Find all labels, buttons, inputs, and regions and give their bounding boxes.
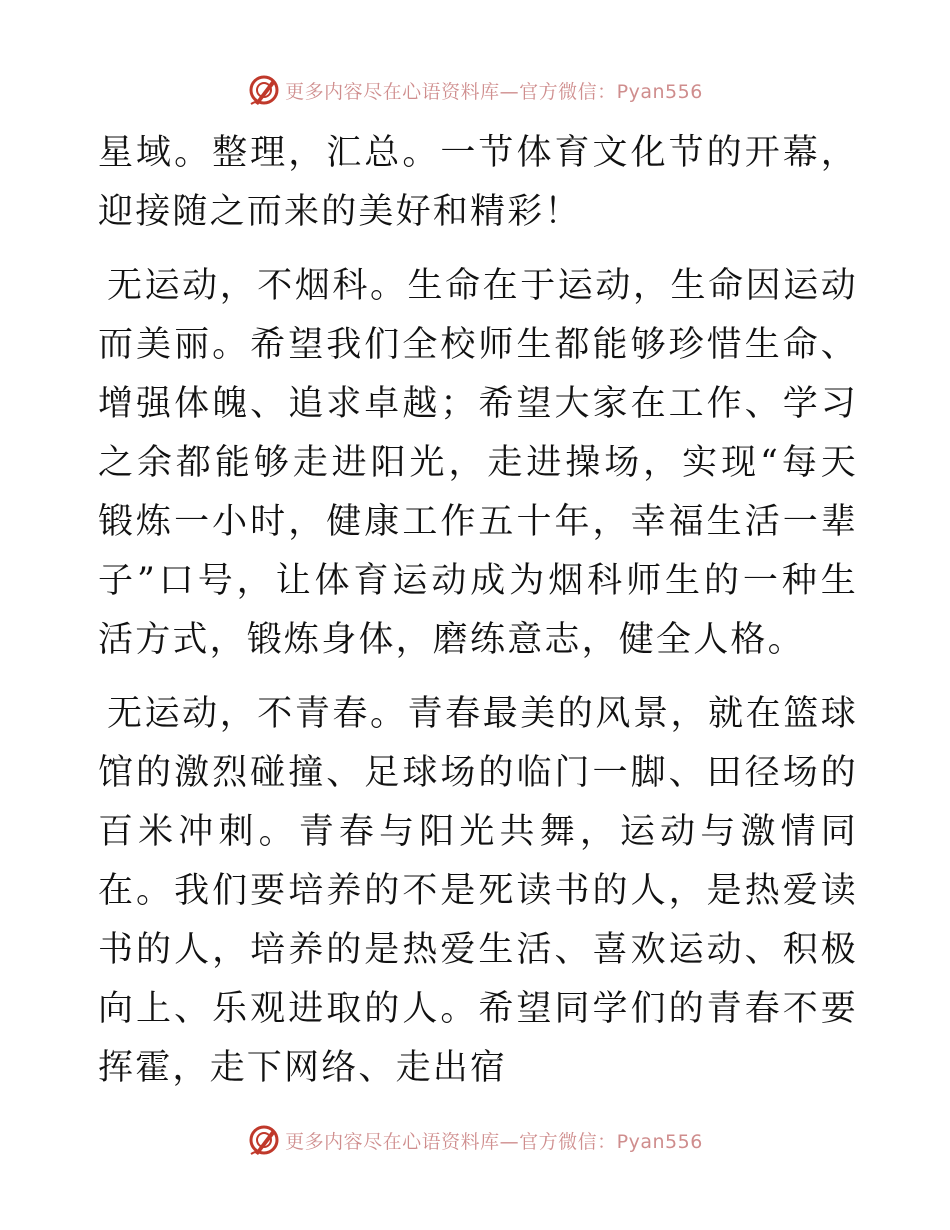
pen-seal-logo-icon (247, 73, 281, 107)
document-body (98, 124, 858, 1098)
footer-watermark (0, 1120, 950, 1160)
paragraph: 无运动，不烟科。生命在于运动，生命因运动而美丽。希望我们全校师生都能够珍惜生命、增强体魄、追求卓越；希望大家在工作、学习之余都能够走进阳光，走进操场，实现“每天锻炼一小时，健康工作五十年，幸福生活一辈子”口号，让体育运动成为烟科师生的一种生活方式，锻炼身体，磨练意志，健全人格。 (98, 266, 858, 660)
paragraph: 星域。整理，汇总。一节体育文化节的开幕，迎接随之而来的美好和精彩！ (98, 133, 858, 232)
watermark-text: 更多内容尽在心语资料库—官方微信：Pyan556 (285, 1130, 703, 1153)
watermark-text: 更多内容尽在心语资料库—官方微信：Pyan556 (285, 80, 703, 103)
header-watermark (0, 70, 950, 110)
pen-seal-logo-icon (247, 1123, 281, 1157)
paragraph: 无运动，不青春。青春最美的风景，就在篮球馆的激烈碰撞、足球场的临门一脚、田径场的百米冲刺。青春与阳光共舞，运动与激情同在。我们要培养的不是死读书的人，是热爱读书的人，培养的是热爱生活、喜欢运动、积极向上、乐观进取的人。希望同学们的青春不要挥霍，走下网络、走出宿 (98, 694, 858, 1088)
